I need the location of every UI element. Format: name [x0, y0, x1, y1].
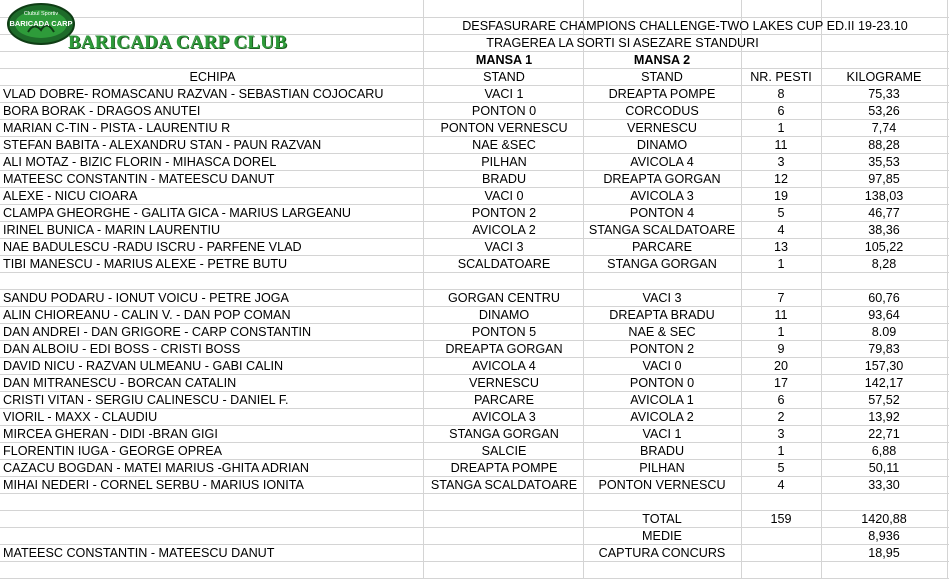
team-name: MARIAN C-TIN - PISTA - LAURENTIU R — [3, 121, 231, 135]
header-kilograme: KILOGRAME — [846, 70, 922, 84]
page-subtitle: TRAGEREA LA SORTI SI ASEZARE STANDURI — [486, 36, 759, 50]
team-name: IRINEL BUNICA - MARIN LAURENTIU — [3, 223, 221, 237]
stand-mansa1: PONTON 2 — [471, 206, 537, 220]
header-nr-pesti: NR. PESTI — [750, 70, 812, 84]
team-name: MIHAI NEDERI - CORNEL SERBU - MARIUS IONITA — [3, 478, 304, 492]
stand-mansa1: NAE &SEC — [472, 138, 536, 152]
kilograms: 38,36 — [868, 223, 900, 237]
stand-mansa1: SCALDATOARE — [457, 257, 551, 271]
stand-mansa1: AVICOLA 2 — [472, 223, 536, 237]
stand-mansa2: DREAPTA POMPE — [608, 87, 716, 101]
fish-count: 1 — [777, 257, 785, 271]
team-name: TIBI MANESCU - MARIUS ALEXE - PETRE BUTU — [3, 257, 288, 271]
team-name: DAN ANDREI - DAN GRIGORE - CARP CONSTANTIN — [3, 325, 312, 339]
fish-count: 1 — [777, 325, 785, 339]
team-name: VIORIL - MAXX - CLAUDIU — [3, 410, 158, 424]
team-name — [3, 273, 423, 290]
stand-mansa1: PONTON 5 — [471, 325, 537, 339]
fish-count: 5 — [777, 206, 785, 220]
stand-mansa1: STANGA GORGAN — [449, 427, 559, 441]
stand-mansa2: VACI 1 — [642, 427, 682, 441]
kilograms: 8.09 — [871, 325, 897, 339]
header-mansa2: MANSA 2 — [633, 53, 691, 67]
stand-mansa1: PONTON VERNESCU — [440, 121, 568, 135]
fish-count: 8 — [777, 87, 785, 101]
stand-mansa1: BRADU — [481, 172, 527, 186]
team-name: ALIN CHIOREANU - CALIN V. - DAN POP COMAN — [3, 308, 291, 322]
medie-label: MEDIE — [642, 529, 682, 543]
team-name: FLORENTIN IUGA - GEORGE OPREA — [3, 444, 223, 458]
club-name: BARICADA CARP CLUB — [68, 32, 287, 53]
kilograms: 22,71 — [868, 427, 900, 441]
fish-count: 3 — [777, 427, 785, 441]
stand-mansa2: DINAMO — [636, 138, 688, 152]
stand-mansa1: DREAPTA POMPE — [450, 461, 558, 475]
fish-count: 1 — [777, 121, 785, 135]
fish-count: 2 — [777, 410, 785, 424]
team-name: ALI MOTAZ - BIZIC FLORIN - MIHASCA DOREL — [3, 155, 277, 169]
stand-mansa2: PONTON 2 — [629, 342, 695, 356]
stand-mansa2: DREAPTA GORGAN — [603, 172, 721, 186]
kilograms: 7,74 — [871, 121, 897, 135]
kilograms: 93,64 — [868, 308, 900, 322]
team-name: CAZACU BOGDAN - MATEI MARIUS -GHITA ADRIAN — [3, 461, 310, 475]
header-stand2: STAND — [641, 70, 683, 84]
fish-count: 12 — [773, 172, 788, 186]
kilograms: 50,11 — [868, 461, 900, 475]
fish-count: 9 — [777, 342, 785, 356]
stand-mansa1: PARCARE — [474, 393, 534, 407]
kilograms: 88,28 — [868, 138, 900, 152]
fish-count: 13 — [773, 240, 788, 254]
team-name: STEFAN BABITA - ALEXANDRU STAN - PAUN RAZVAN — [3, 138, 322, 152]
fish-count: 6 — [777, 104, 785, 118]
stand-mansa2: NAE & SEC — [628, 325, 696, 339]
team-name: MIRCEA GHERAN - DIDI -BRAN GIGI — [3, 427, 218, 441]
team-name: VLAD DOBRE- ROMASCANU RAZVAN - SEBASTIAN COJOCARU — [3, 87, 384, 101]
fish-count: 1 — [777, 444, 785, 458]
stand-mansa2: AVICOLA 1 — [630, 393, 694, 407]
stand-mansa2: AVICOLA 2 — [630, 410, 694, 424]
fish-count: 3 — [777, 155, 785, 169]
club-logo — [4, 2, 294, 56]
stand-mansa2: STANGA GORGAN — [607, 257, 717, 271]
header-stand1: STAND — [483, 70, 525, 84]
kilograms — [821, 273, 947, 290]
stand-mansa1: GORGAN CENTRU — [448, 291, 560, 305]
team-name: DAVID NICU - RAZVAN ULMEANU - GABI CALIN — [3, 359, 284, 373]
stand-mansa2 — [583, 273, 741, 290]
team-name: CRISTI VITAN - SERGIU CALINESCU - DANIEL F. — [3, 393, 289, 407]
stand-mansa1: STANGA SCALDATOARE — [430, 478, 578, 492]
kilograms: 33,30 — [868, 478, 900, 492]
kilograms: 142,17 — [864, 376, 904, 390]
stand-mansa2: CORCODUS — [625, 104, 699, 118]
stand-mansa2: PONTON 4 — [629, 206, 695, 220]
page-title: DESFASURARE CHAMPIONS CHALLENGE-TWO LAKES CUP ED.II 19-23.10 — [462, 19, 908, 33]
kilograms: 75,33 — [868, 87, 900, 101]
kilograms: 97,85 — [868, 172, 900, 186]
kilograms: 138,03 — [864, 189, 904, 203]
stand-mansa1: AVICOLA 3 — [472, 410, 536, 424]
stand-mansa2: VACI 0 — [642, 359, 682, 373]
fish-count: 11 — [774, 308, 788, 322]
kilograms: 157,30 — [864, 359, 904, 373]
stand-mansa2: PONTON VERNESCU — [598, 478, 726, 492]
emblem-subtext: Clubul Sportiv — [23, 11, 59, 17]
stand-mansa1: DREAPTA GORGAN — [445, 342, 563, 356]
stand-mansa1: DINAMO — [478, 308, 530, 322]
stand-mansa2: DREAPTA BRADU — [609, 308, 715, 322]
kilograms: 35,53 — [868, 155, 900, 169]
stand-mansa1: VACI 1 — [484, 87, 524, 101]
stand-mansa1: SALCIE — [481, 444, 527, 458]
header-mansa1: MANSA 1 — [475, 53, 533, 67]
fish-count: 20 — [773, 359, 788, 373]
medie-value: 8,936 — [868, 529, 900, 543]
captura-value: 18,95 — [868, 546, 900, 560]
fish-count: 11 — [774, 138, 788, 152]
stand-mansa2: STANGA SCALDATOARE — [588, 223, 736, 237]
fish-count — [741, 273, 821, 290]
stand-mansa1: VERNESCU — [469, 376, 539, 390]
team-name: SANDU PODARU - IONUT VOICU - PETRE JOGA — [3, 291, 289, 305]
total-kg: 1420,88 — [861, 512, 907, 526]
captura-team: MATEESC CONSTANTIN - MATEESCU DANUT — [3, 546, 275, 560]
stand-mansa2: PILHAN — [639, 461, 685, 475]
team-name: ALEXE - NICU CIOARA — [3, 189, 138, 203]
stand-mansa2: VACI 3 — [642, 291, 682, 305]
stand-mansa2: BRADU — [639, 444, 685, 458]
kilograms: 46,77 — [868, 206, 900, 220]
stand-mansa1: PILHAN — [481, 155, 527, 169]
team-name: MATEESC CONSTANTIN - MATEESCU DANUT — [3, 172, 275, 186]
fish-count: 17 — [773, 376, 788, 390]
fish-count: 7 — [777, 291, 785, 305]
team-name: DAN ALBOIU - EDI BOSS - CRISTI BOSS — [3, 342, 241, 356]
kilograms: 53,26 — [868, 104, 900, 118]
total-label: TOTAL — [642, 512, 682, 526]
stand-mansa1 — [425, 273, 583, 290]
kilograms: 13,92 — [868, 410, 900, 424]
kilograms: 105,22 — [864, 240, 904, 254]
kilograms: 60,76 — [868, 291, 900, 305]
stand-mansa2: PONTON 0 — [629, 376, 695, 390]
team-name: CLAMPA GHEORGHE - GALITA GICA - MARIUS LARGEANU — [3, 206, 352, 220]
kilograms: 79,83 — [868, 342, 900, 356]
stand-mansa1: PONTON 0 — [471, 104, 537, 118]
emblem-text: BARICADA CARP — [9, 19, 73, 28]
fish-count: 4 — [777, 478, 785, 492]
fish-count: 6 — [777, 393, 785, 407]
club-emblem — [6, 2, 76, 46]
fish-count: 4 — [777, 223, 785, 237]
total-fish: 159 — [770, 512, 792, 526]
team-name: DAN MITRANESCU - BORCAN CATALIN — [3, 376, 237, 390]
stand-mansa1: VACI 3 — [484, 240, 524, 254]
stand-mansa2: VERNESCU — [627, 121, 697, 135]
kilograms: 6,88 — [871, 444, 897, 458]
stand-mansa1: AVICOLA 4 — [472, 359, 536, 373]
fish-count: 19 — [773, 189, 788, 203]
stand-mansa2: PARCARE — [632, 240, 692, 254]
kilograms: 57,52 — [868, 393, 900, 407]
kilograms: 8,28 — [871, 257, 897, 271]
team-name: BORA BORAK - DRAGOS ANUTEI — [3, 104, 201, 118]
header-echipa: ECHIPA — [189, 70, 236, 84]
captura-label: CAPTURA CONCURS — [598, 546, 726, 560]
stand-mansa1: VACI 0 — [484, 189, 524, 203]
team-name: NAE BADULESCU -RADU ISCRU - PARFENE VLAD — [3, 240, 302, 254]
fish-count: 5 — [777, 461, 785, 475]
stand-mansa2: AVICOLA 4 — [630, 155, 694, 169]
stand-mansa2: AVICOLA 3 — [630, 189, 694, 203]
